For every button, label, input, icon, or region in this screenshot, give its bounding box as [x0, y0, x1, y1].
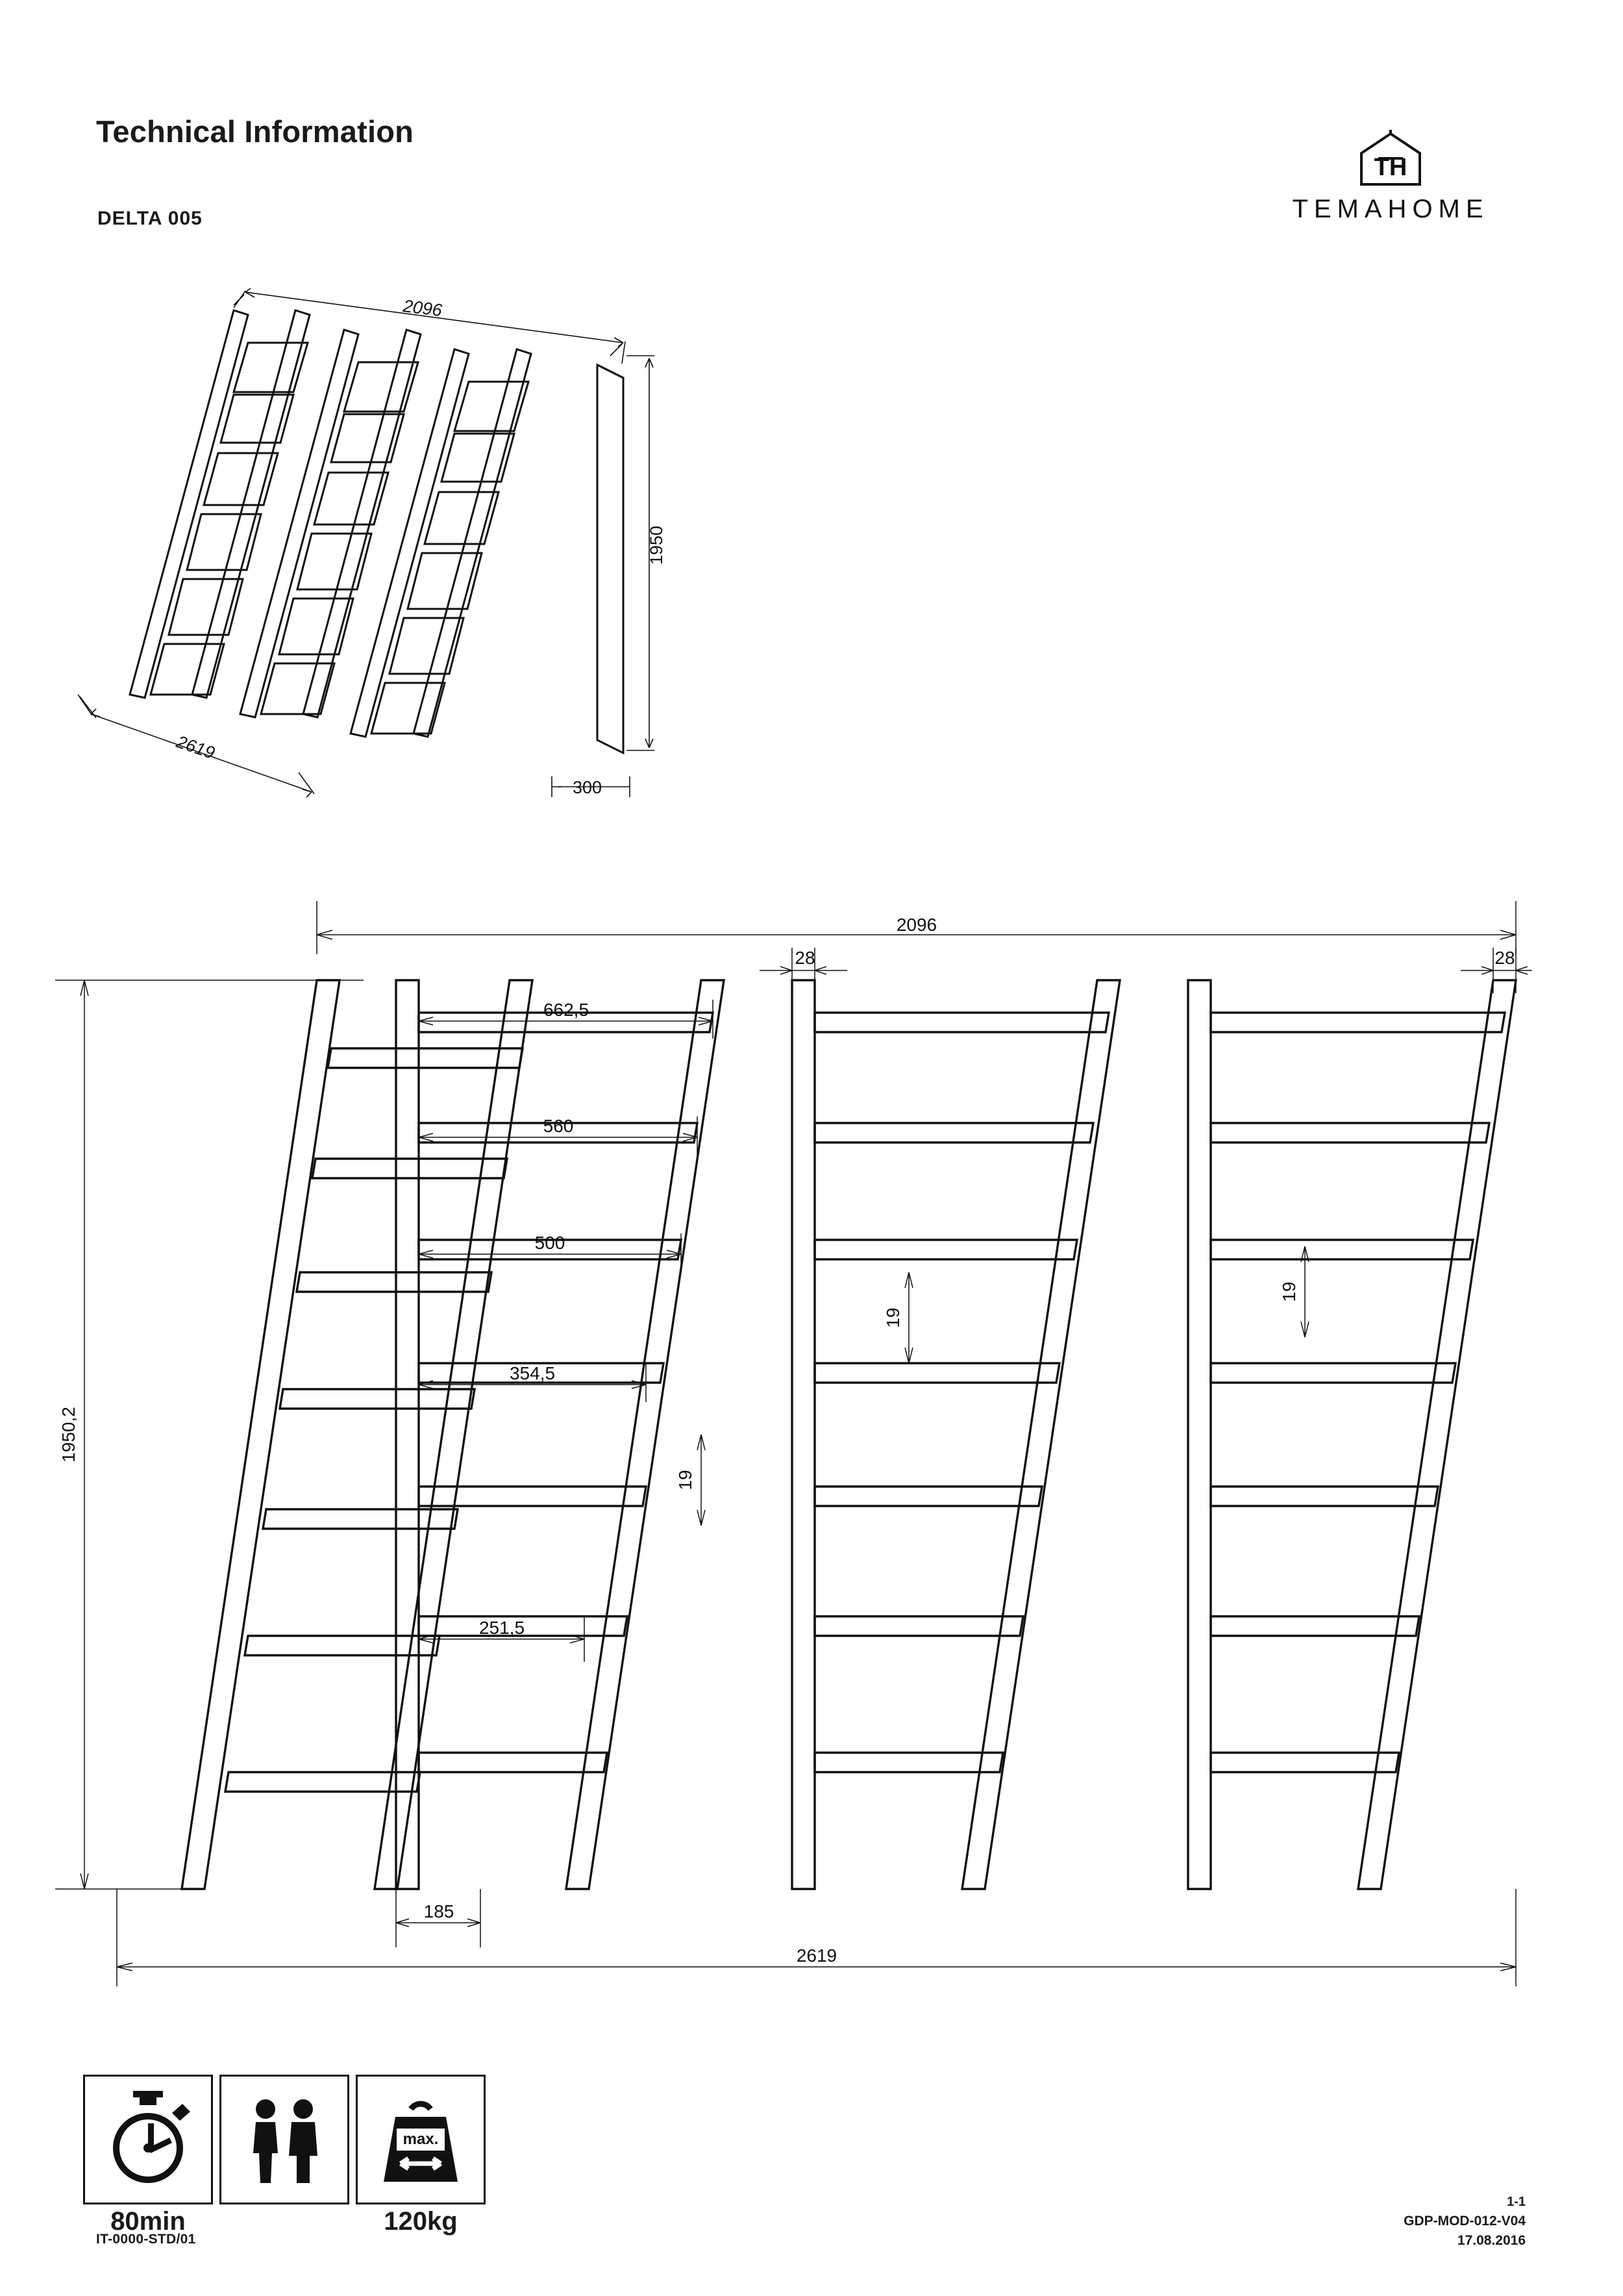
two-people-icon	[219, 2075, 349, 2204]
dim-2619: 2619	[796, 1945, 837, 1966]
weight-max-icon	[356, 2075, 486, 2204]
brand-block	[1254, 130, 1527, 224]
dim-2096-top: 2096	[402, 296, 443, 321]
model-code: DELTA 005	[97, 208, 203, 229]
stopwatch-icon	[83, 2075, 213, 2204]
dim-500: 500	[534, 1233, 565, 1253]
dim-354-5: 354,5	[509, 1363, 556, 1383]
dim-662-5: 662,5	[543, 1000, 589, 1020]
dim-28-left: 28	[795, 948, 815, 968]
assembly-time-caption: 80min	[110, 2207, 186, 2236]
dim-560: 560	[543, 1116, 574, 1136]
dim-19-c: 19	[675, 1470, 695, 1490]
dim-1950-right: 1950	[647, 525, 666, 565]
front-elevation-shelf-drawing	[58, 909, 1532, 2048]
dim-185: 185	[423, 1901, 454, 1921]
brand-name: TEMAHOME	[1292, 195, 1489, 223]
footer-date: 17.08.2016	[1457, 2233, 1526, 2249]
dim-2096: 2096	[896, 915, 937, 935]
dim-19-b: 19	[1279, 1281, 1299, 1302]
footer-doc-code: GDP-MOD-012-V04	[1404, 2214, 1526, 2228]
footer-right-block	[1404, 2193, 1526, 2251]
dim-28-right: 28	[1494, 948, 1515, 968]
dim-1950-2: 1950,2	[58, 1407, 79, 1463]
page-title: Technical Information	[96, 114, 414, 149]
dim-2619-bottom: 2619	[174, 732, 217, 763]
svg-text:TH: TH	[1374, 154, 1407, 181]
footer-left-code: IT-0000-STD/01	[96, 2232, 196, 2247]
people-required-caption	[280, 2207, 288, 2236]
footer-sheet: 1-1	[1507, 2195, 1526, 2209]
dim-19-a: 19	[883, 1307, 903, 1328]
assembly-time-group	[83, 2075, 213, 2236]
info-icon-row	[83, 2075, 492, 2236]
house-th-logo-icon	[1254, 130, 1527, 188]
dim-251-5: 251,5	[478, 1618, 525, 1638]
dim-300: 300	[573, 778, 602, 797]
max-badge-text: max.	[403, 2130, 439, 2148]
people-required-group	[219, 2075, 349, 2236]
isometric-shelf-drawing	[39, 279, 727, 847]
max-load-caption: 120kg	[384, 2207, 458, 2236]
max-load-group	[356, 2075, 486, 2236]
